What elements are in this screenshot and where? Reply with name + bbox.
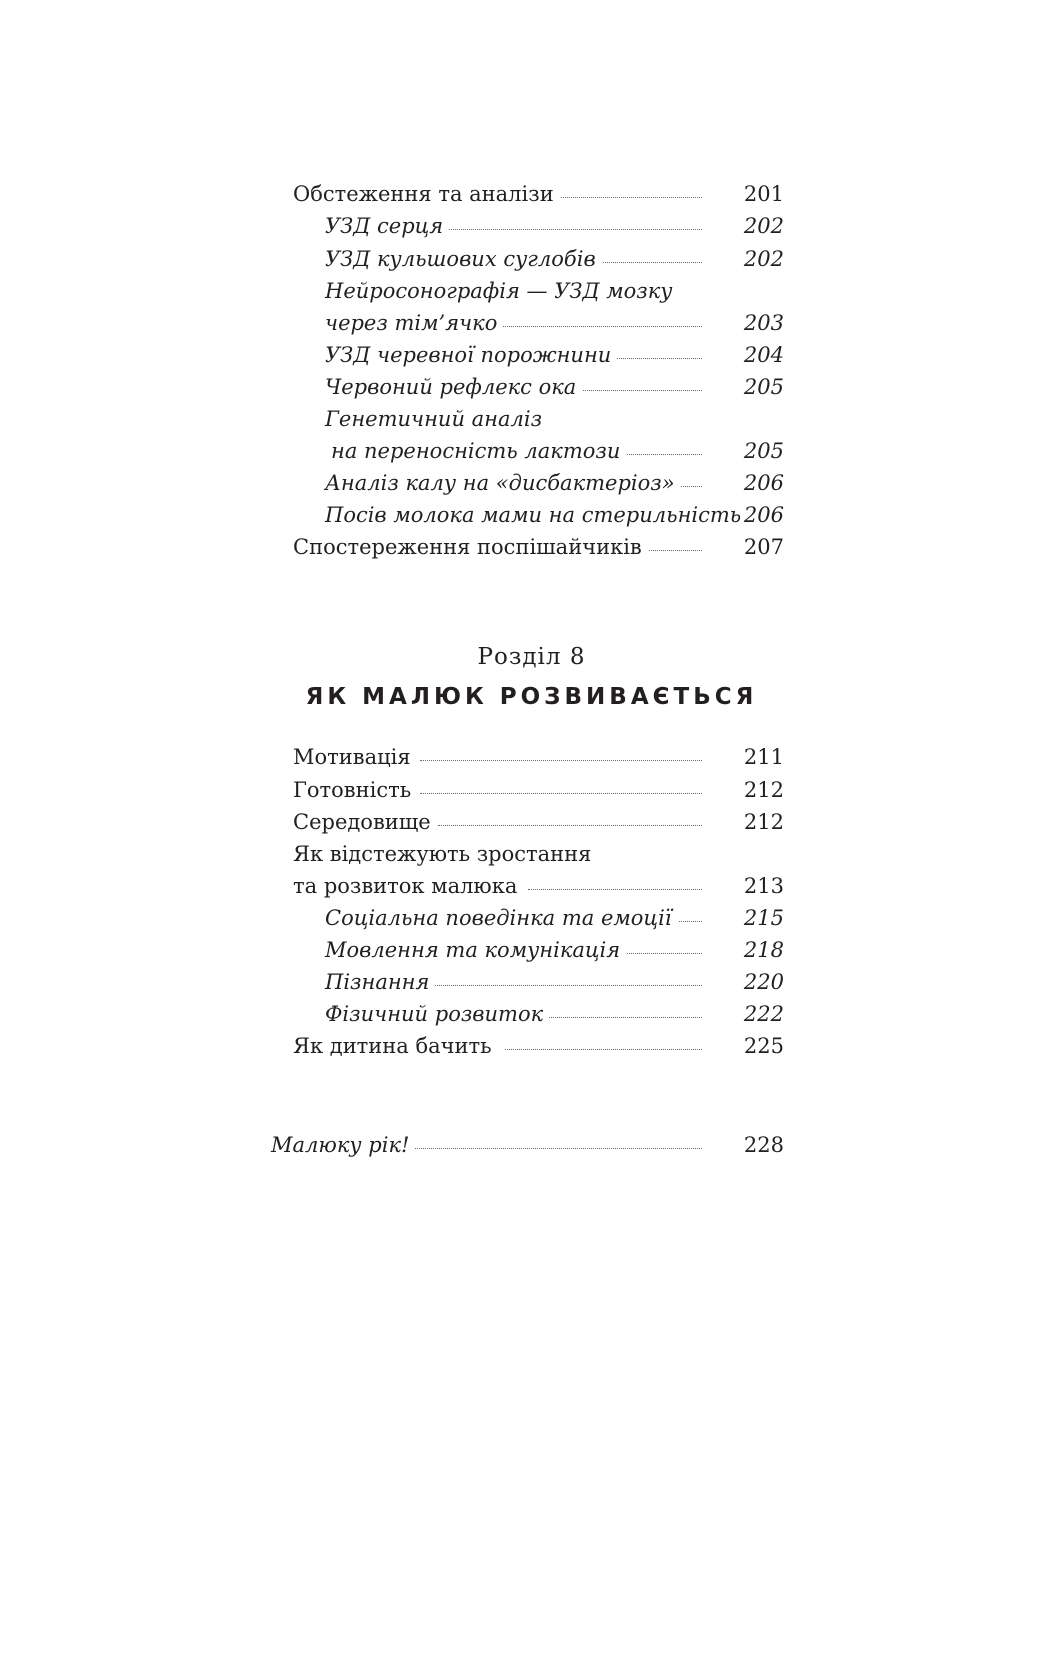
toc-subentry: [0, 339, 1063, 371]
dot-leader: [640, 550, 702, 551]
toc-subentry: [0, 435, 1063, 467]
toc-entry-title: Генетичний аналіз: [325, 403, 548, 435]
toc-entry-page: 205: [743, 375, 784, 399]
toc-entry-title: на переносність лактози: [331, 435, 626, 467]
dot-leader: [505, 1049, 702, 1050]
toc-entry-page: 228: [743, 1133, 784, 1157]
toc-entry-title: Пізнання: [325, 966, 435, 998]
toc-entry-title: Як дитина бачить: [293, 1030, 498, 1062]
toc-entry: [0, 178, 1063, 210]
toc-final-entry: [0, 1129, 1063, 1161]
dot-leader: [430, 985, 702, 986]
toc-entry: [0, 741, 1063, 773]
toc-entry-title: Нейросонографія — УЗД мозку: [325, 275, 678, 307]
toc-subentry: [0, 902, 1063, 934]
toc-entry-page: 202: [743, 247, 784, 271]
toc-entry-page: 222: [743, 1002, 784, 1026]
dot-leader: [410, 1148, 702, 1149]
toc-entry-page: 212: [743, 810, 784, 834]
toc-entry-title: та розвиток малюка: [293, 870, 523, 902]
toc-entry-page: 211: [743, 745, 784, 769]
toc-entry-title: Аналіз калу на «дисбактеріоз»: [325, 467, 681, 499]
toc-entry-title: Як відстежують зростання: [293, 838, 597, 870]
toc-entry-page: 206: [743, 471, 784, 495]
toc-entry-title: Середовище: [293, 806, 437, 838]
chapter-label: Розділ 8: [477, 644, 586, 670]
toc-subentry: [0, 210, 1063, 242]
toc-entry-title: Мотивація: [293, 741, 417, 773]
toc-subentry: [0, 998, 1063, 1030]
toc-entry-title: УЗД черевної порожнини: [325, 339, 617, 371]
toc-entry: [0, 531, 1063, 563]
dot-leader: [438, 825, 702, 826]
toc-entry-title: Малюку рік!: [271, 1129, 415, 1161]
toc-entry-title: Спостереження поспішайчиків: [293, 531, 648, 563]
dot-leader: [420, 760, 702, 761]
toc-entry-title: Посів молока мами на стерильність: [325, 499, 747, 531]
toc-subentry: [0, 966, 1063, 998]
toc-entry-page: 220: [743, 970, 784, 994]
toc-subentry: [0, 275, 1063, 307]
toc-subentry: [0, 403, 1063, 435]
toc-entry-page: 202: [743, 214, 784, 238]
toc-entry-title: через тім’ячко: [325, 307, 503, 339]
toc-entry-title: УЗД серця: [325, 210, 449, 242]
dot-leader: [420, 793, 702, 794]
dot-leader: [485, 326, 702, 327]
toc-entry-page: 203: [743, 311, 784, 335]
toc-entry-page: 212: [743, 778, 784, 802]
toc-subentry: [0, 467, 1063, 499]
toc-entry-page: 201: [743, 182, 784, 206]
toc-entry-title: Мовлення та комунікація: [325, 934, 626, 966]
toc-entry-page: 215: [743, 906, 784, 930]
toc-entry-page: 207: [743, 535, 784, 559]
toc-entry: [0, 838, 1063, 870]
toc-entry-page: 206: [743, 503, 784, 527]
toc-entry-page: 213: [743, 874, 784, 898]
toc-entry-page: 218: [743, 938, 784, 962]
toc-subentry: [0, 243, 1063, 275]
dot-leader: [420, 229, 702, 230]
toc-entry-title: УЗД кульшових суглобів: [325, 243, 602, 275]
toc-subentry: [0, 307, 1063, 339]
toc-entry: [0, 870, 1063, 902]
toc-entry: [0, 774, 1063, 806]
toc-entry: [0, 1030, 1063, 1062]
dot-leader: [528, 889, 702, 890]
toc-entry-title: Червоний рефлекс ока: [325, 371, 582, 403]
toc-entry-title: Готовність: [293, 774, 417, 806]
toc-entry-title: Фізичний розвиток: [325, 998, 549, 1030]
chapter-title: ЯК МАЛЮК РОЗВИВАЄТЬСЯ: [305, 684, 758, 710]
toc-subentry: [0, 934, 1063, 966]
dot-leader: [535, 1017, 702, 1018]
toc-entry-page: 225: [743, 1034, 784, 1058]
toc-entry-page: 204: [743, 343, 784, 367]
toc-entry-title: Соціальна поведінка та емоції: [325, 902, 678, 934]
toc-entry: [0, 806, 1063, 838]
toc-entry-title: Обстеження та аналізи: [293, 178, 560, 210]
toc-subentry: [0, 499, 1063, 531]
toc-subentry: [0, 371, 1063, 403]
dot-leader: [540, 197, 702, 198]
toc-entry-page: 205: [743, 439, 784, 463]
